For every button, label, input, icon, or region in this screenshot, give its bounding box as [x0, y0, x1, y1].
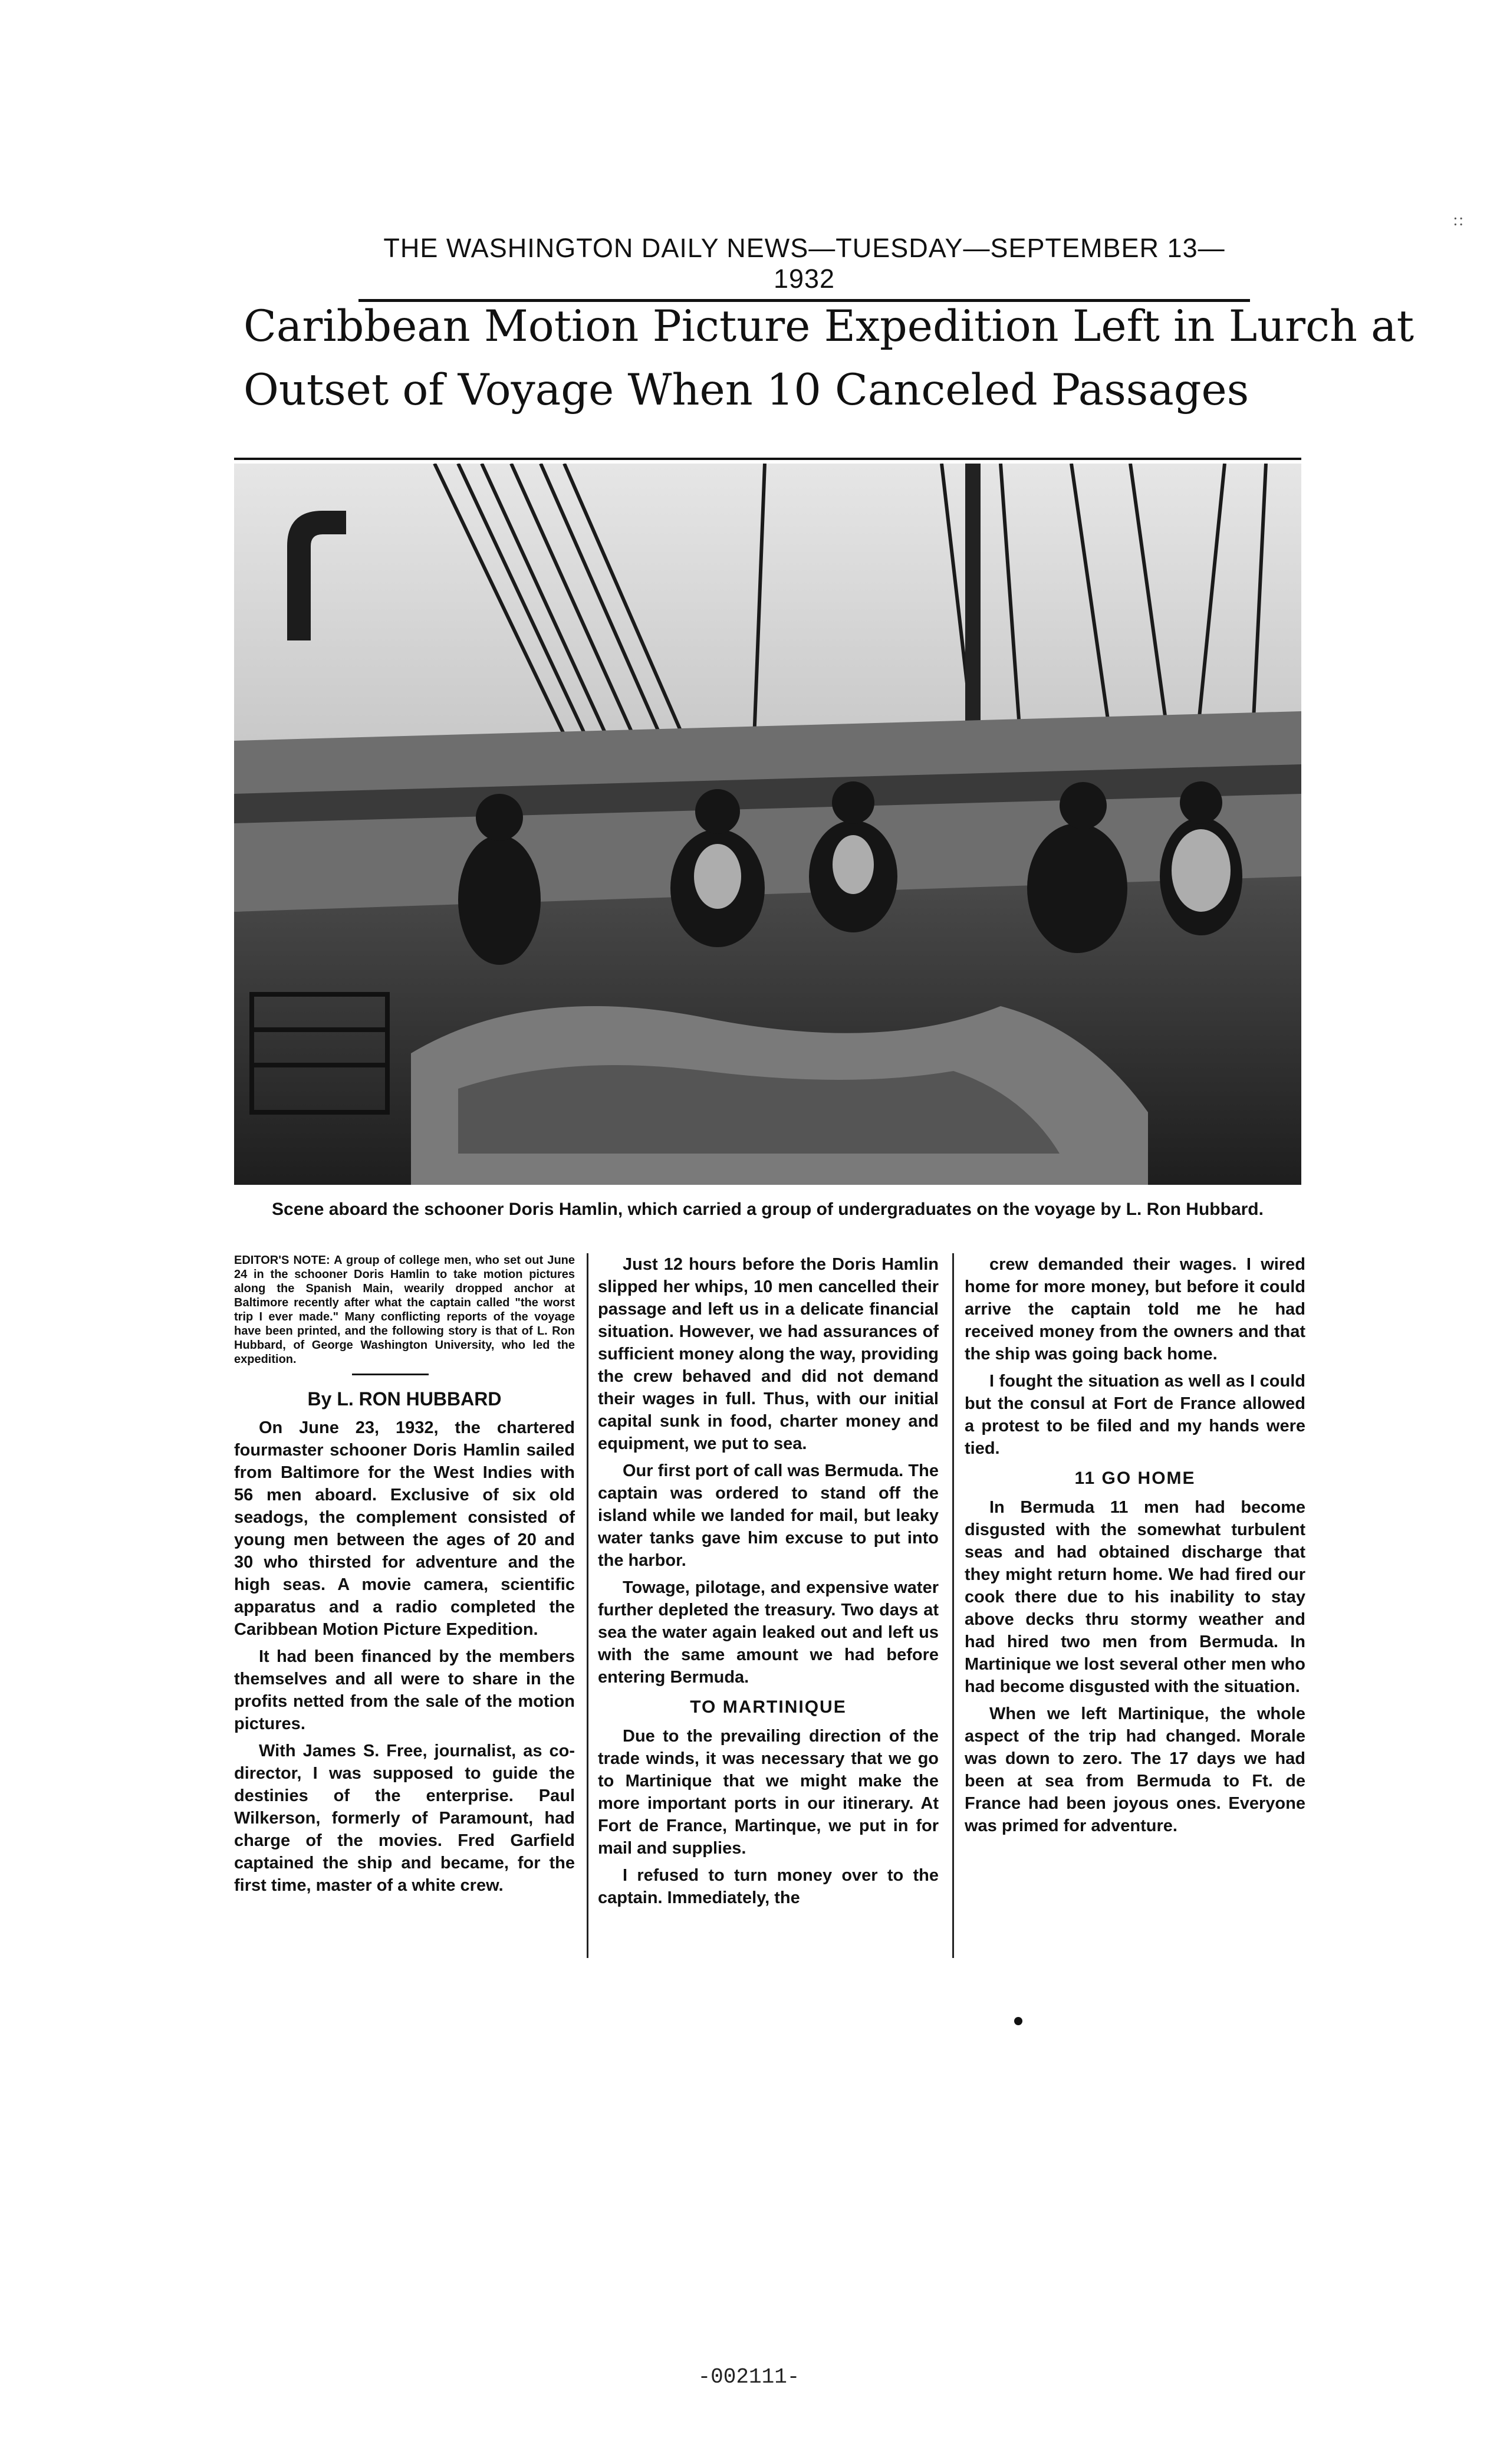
ink-dot	[1014, 2017, 1022, 2025]
subhead-to-martinique: TO MARTINIQUE	[690, 1697, 847, 1717]
corner-mark: ::	[1453, 211, 1465, 229]
article-paragraph: I fought the situation as well as I could but the consul at Fort de France allowed a protest to be filed and my hands were tied.	[965, 1372, 1305, 1458]
ship-deck-photo	[234, 464, 1301, 1185]
article-paragraph: It had been financed by the members themselves and all were to share in the profits netted from the sale of the motion pictures.	[234, 1647, 575, 1733]
article-paragraph: Just 12 hours before the Doris Hamlin slipped her whips, 10 men cancelled their passage and left us in a delicate financial situation. However, we had assurances of sufficient money along the way, providing the crew behaved and did not demand their wages in full. Thus, with our initial capital sunk in food, charter money and equipment, we put to sea.	[598, 1255, 939, 1453]
article-column-3	[965, 1253, 1305, 1837]
article-paragraph: When we left Martinique, the whole aspect of the trip had changed. Morale was down to zero. The 17 days we had been at sea from Bermuda to Ft. de France had been joyous ones. Everyone was primed for adventure.	[965, 1704, 1305, 1835]
article-column-1	[234, 1253, 575, 1897]
article-paragraph: Due to the prevailing direction of the trade winds, it was necessary that we go to Martinique that we might make the more important ports in our itinerary. At Fort de France, Martinque, we put in for mail and supplies.	[598, 1727, 939, 1858]
article-column-2	[598, 1253, 939, 1909]
article-paragraph: Towage, pilotage, and expensive water further depleted the treasury. Two days at sea the water again leaked out and left us with the same amount we had before entering Bermuda.	[598, 1578, 939, 1687]
article-paragraph: On June 23, 1932, the chartered fourmaster schooner Doris Hamlin sailed from Baltimore for the West Indies with 56 men aboard. Exclusive of six old seadogs, the complement consisted of young men between the ages of 20 and 30 who thirsted for adventure and the high seas. A movie camera, scientific apparatus and a radio completed the Caribbean Motion Picture Expedition.	[234, 1418, 575, 1639]
headline: Caribbean Motion Picture Expedition Left in Lurch at Outset of Voyage When 10 Canceled Passages	[244, 301, 1415, 415]
column-rule	[587, 1253, 588, 1958]
masthead: THE WASHINGTON DAILY NEWS—TUESDAY—SEPTEMBER 13—1932	[358, 233, 1250, 302]
subhead-11-go-home: 11 GO HOME	[1074, 1468, 1196, 1488]
article-paragraph: Our first port of call was Bermuda. The captain was ordered to stand off the island while we landed for mail, but leaky water tanks gave him excuse to put into the harbor.	[598, 1461, 939, 1570]
byline: By L. RON HUBBARD	[307, 1388, 502, 1410]
article-paragraph: I refused to turn money over to the captain. Immediately, the	[598, 1866, 939, 1907]
photo-top-rule	[234, 458, 1301, 460]
column-rule	[952, 1253, 954, 1958]
article-paragraph: crew demanded their wages. I wired home for more money, but before it could arrive the captain told me he had received money from the owners and that the ship was going back home.	[965, 1255, 1305, 1364]
editors-note: EDITOR'S NOTE: A group of college men, who set out June 24 in the schooner Doris Hamlin to take motion pictures along the Spanish Main, wearily dropped anchor at Baltimore recently after what the captain called "the worst trip I ever made." Many conflicting reports of the voyage have been printed, and the following story is that of L. Ron Hubbard, of George Washington University, who led the expedition.	[234, 1254, 575, 1366]
editors-note-rule	[352, 1374, 429, 1375]
ship-deck-photo-illustration	[234, 464, 1301, 1185]
page-number: -002111-	[698, 2365, 800, 2389]
photo-caption: Scene aboard the schooner Doris Hamlin, which carried a group of undergraduates on the voyage by L. Ron Hubbard.	[272, 1200, 1264, 1219]
article-paragraph: In Bermuda 11 men had become disgusted with the somewhat turbulent seas and had obtained discharge that they might return home. We had fired our cook there due to his inability to stay above decks thru stormy weather and had hired two men from Bermuda. In Martinique we lost several other men who had become disgusted with the situation.	[965, 1498, 1305, 1696]
article-paragraph: With James S. Free, journalist, as co-director, I was supposed to guide the destinies of the enterprise. Paul Wilkerson, formerly of Paramount, had charge of the movies. Fred Garfield captained the ship and became, for the first time, master of a white crew.	[234, 1742, 575, 1895]
